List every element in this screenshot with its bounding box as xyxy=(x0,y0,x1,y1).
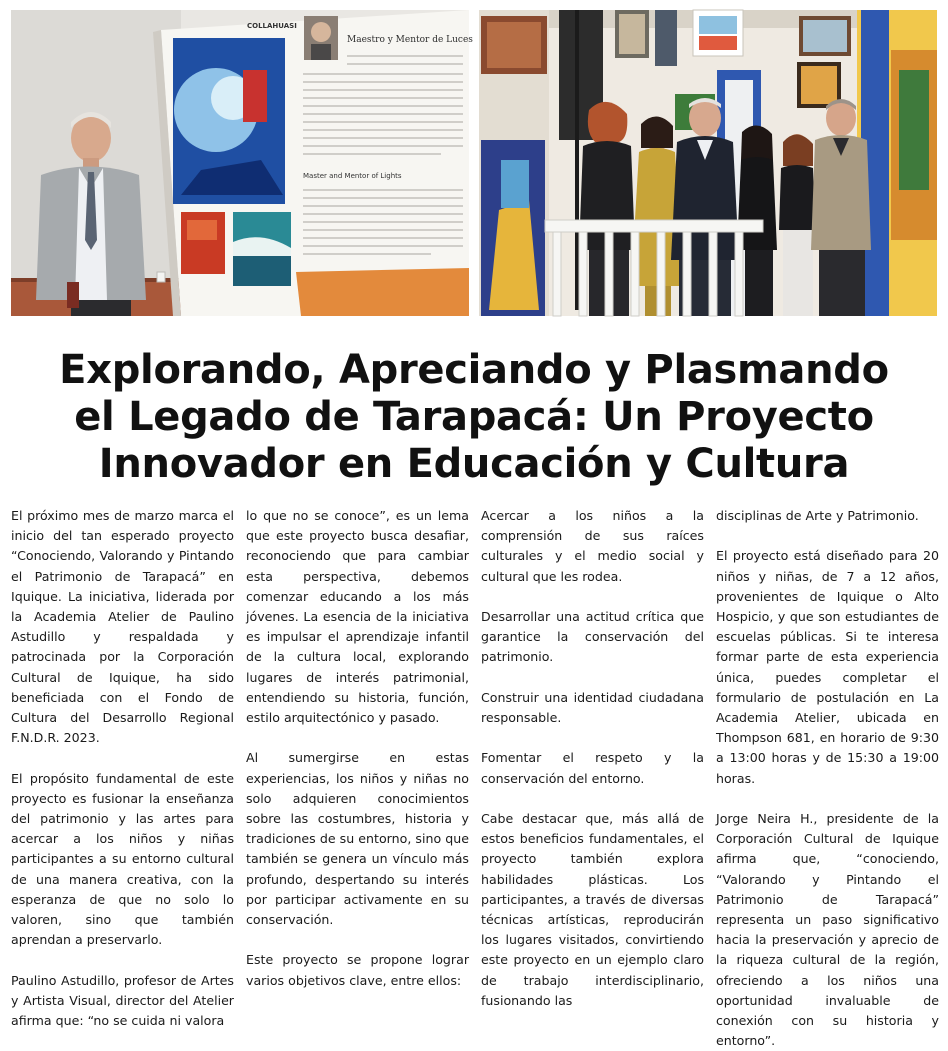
article-paragraph: Construir una identidad ciudadana responsable. xyxy=(481,689,704,725)
article-paragraph: El proyecto está diseñado para 20 niños y niñas, de 7 a 12 años, provenientes de Iquique o Alto Hospicio, y que son estudiantes de escuelas públicas. Si te interesa formar parte de esta experiencia única, puedes completar el formulario de postulación en La Academia Atelier, ubicada en Thompson 681, en horario de 9:30 a 13:00 horas y de 15:30 a 19:00 horas. xyxy=(716,548,939,786)
panel-subtitle: Master and Mentor of Lights xyxy=(303,172,402,180)
article-paragraph: Acercar a los niños a la comprensión de sus raíces culturales y el medio social y cultural que les rodea. xyxy=(481,508,704,584)
article-column-1 xyxy=(11,506,234,1031)
article-paragraph: Este proyecto se propone lograr varios objetivos clave, entre ellos: xyxy=(246,952,469,988)
article-paragraph: Paulino Astudillo, profesor de Artes y Artista Visual, director del Atelier afirma que: “no se cuida ni valora xyxy=(11,972,234,1029)
headline-line-1: Explorando, Apreciando y Plasmando xyxy=(59,347,889,393)
article-column-3 xyxy=(481,506,704,1011)
article-column-4 xyxy=(716,506,939,1051)
article-paragraph: disciplinas de Arte y Patrimonio. xyxy=(716,508,919,523)
article-paragraph: El próximo mes de marzo marca el inicio del tan esperado proyecto “Conociendo, Valorando y Pintando el Patrimonio de Tarapacá” en Iquique. La iniciativa, liderada por la Academia Atelier de Paulino Astudillo y respaldada y patrocinada por la Corporación Cultural de Iquique, ha sido beneficiada con el Fondo de Cultura del Desarrollo Regional F.N.D.R. 2023. xyxy=(11,508,234,746)
article-paragraph: Desarrollar una actitud crítica que garantice la conservación del patrimonio. xyxy=(481,609,704,665)
photo-exhibition-panel-illustration xyxy=(11,10,473,316)
article-paragraph: Al sumergirse en estas experiencias, los niños y niñas no solo adquieren conocimientos sobre las costumbres, historia y tradiciones de su entorno, sino que también se genera un vínculo más profundo, despertando su interés por participar activamente en su conservación. xyxy=(246,750,469,928)
photo-exhibition-panel xyxy=(11,10,473,316)
article-headline xyxy=(0,347,948,488)
article-paragraph: Fomentar el respeto y la conservación del entorno. xyxy=(481,750,704,786)
article-column-2 xyxy=(246,506,469,991)
headline-line-3: Innovador en Educación y Cultura xyxy=(98,441,850,487)
article-paragraph: El propósito fundamental de este proyecto es fusionar la enseñanza del patrimonio y las artes para acercar a los niños y niñas participantes a su entorno cultural de una manera creativa, con la esperanza de que no solo lo valoren, sino que también aprendan a preservarlo. xyxy=(11,770,234,948)
photo-gallery-group xyxy=(479,10,937,316)
panel-brand-logo: COLLAHUASI xyxy=(247,22,297,30)
article-paragraph: Cabe destacar que, más allá de estos beneficios fundamentales, el proyecto también explora habilidades plásticas. Los participantes, a través de diversas técnicas artísticas, reproducirán los lugares visitados, convirtiendo este proyecto en un ejemplo claro de trabajo interdisciplinario, fusionando las xyxy=(481,810,704,1008)
article-paragraph: lo que no se conoce”, es un lema que este proyecto busca desafiar, reconociendo que para cambiar esta perspectiva, debemos comenzar educando a los más jóvenes. La esencia de la iniciativa es impulsar el aprendizaje infantil de la cultura local, explorando lugares de interés patrimonial, entendiendo su historia, función, estilo arquitectónico y pasado. xyxy=(246,508,469,726)
article-body xyxy=(11,506,939,1049)
article-paragraph: Jorge Neira H., presidente de la Corporación Cultural de Iquique afirma que, “conociendo, “Valorando y Pintando el Patrimonio de Tarapacá” representa un paso significativo hacia la preservación y aprecio de la riqueza cultural de la región, ofreciendo a los niños una oportunidad invaluable de conexión con su historia y entorno”. xyxy=(716,811,939,1049)
headline-line-2: el Legado de Tarapacá: Un Proyecto xyxy=(74,394,874,440)
photo-gallery-group-illustration xyxy=(479,10,937,316)
panel-title: Maestro y Mentor de Luces xyxy=(347,35,473,45)
